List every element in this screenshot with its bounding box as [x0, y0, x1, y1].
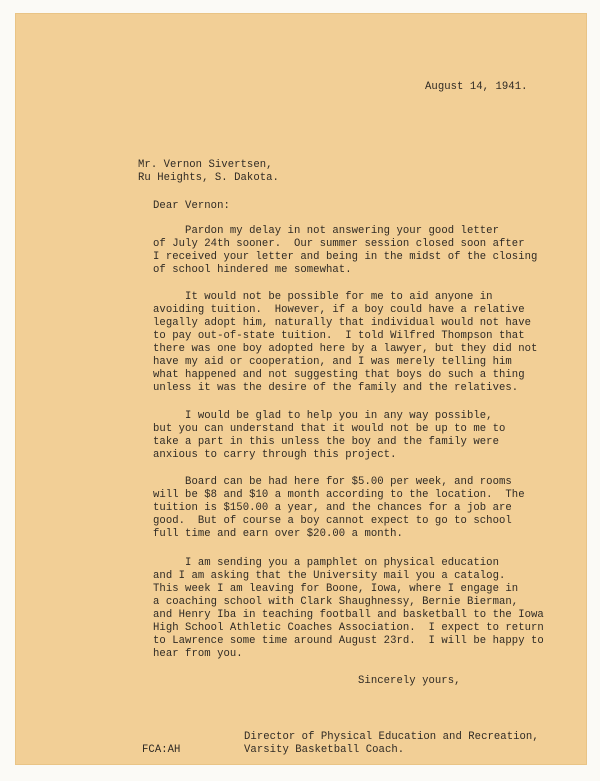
paragraph-1-line: of school hindered me somewhat.: [153, 264, 352, 276]
paragraph-5-line: and I am asking that the University mail you a catalog.: [153, 570, 506, 582]
paragraph-2-line: legally adopt him, naturally that individual would not have: [153, 317, 532, 329]
paragraph-3-line: I would be glad to help you in any way possible,: [153, 410, 493, 422]
paragraph-2-line: to pay out-of-state tuition. I told Wilfred Thompson that: [153, 330, 525, 342]
paragraph-4-line: good. But of course a boy cannot expect to go to school: [153, 515, 512, 527]
paragraph-2-line: It would not be possible for me to aid anyone in: [153, 291, 493, 303]
paragraph-5-line: and Henry Iba in teaching football and basketball to the Iowa: [153, 609, 544, 621]
paragraph-2-line: avoiding tuition. However, if a boy could have a relative: [153, 304, 525, 316]
signature-title-1: Director of Physical Education and Recreation,: [244, 731, 539, 743]
paragraph-5-line: a coaching school with Clark Shaughnessy, Bernie Bierman,: [153, 596, 519, 608]
salutation: Dear Vernon:: [153, 200, 230, 212]
paragraph-2-line: there was one boy adopted here by a lawyer, but they did not: [153, 343, 538, 355]
paragraph-5-line: This week I am leaving for Boone, Iowa, where I engage in: [153, 583, 519, 595]
recipient-address: Ru Heights, S. Dakota.: [138, 172, 279, 184]
paragraph-4-line: will be $8 and $10 a month according to the location. The: [153, 489, 525, 501]
paragraph-5-line: hear from you.: [153, 648, 243, 660]
reference-initials: FCA:AH: [142, 744, 181, 756]
paragraph-2-line: unless it was the desire of the family and the relatives.: [153, 382, 519, 394]
paragraph-4-line: full time and earn over $20.00 a month.: [153, 528, 403, 540]
closing: Sincerely yours,: [358, 675, 461, 687]
paragraph-5-line: I am sending you a pamphlet on physical education: [153, 557, 499, 569]
paragraph-4-line: tuition is $150.00 a year, and the chances for a job are: [153, 502, 512, 514]
paragraph-2-line: what happened and not suggesting that boys do such a thing: [153, 369, 525, 381]
signature-title-2: Varsity Basketball Coach.: [244, 744, 405, 756]
paragraph-1-line: of July 24th sooner. Our summer session closed soon after: [153, 238, 525, 250]
letter-page: [16, 14, 586, 764]
paragraph-5-line: to Lawrence some time around August 23rd. I will be happy to: [153, 635, 544, 647]
paragraph-3-line: but you can understand that it would not be up to me to: [153, 423, 506, 435]
paragraph-2-line: have my aid or cooperation, and I was merely telling him: [153, 356, 512, 368]
paragraph-1-line: Pardon my delay in not answering your good letter: [153, 225, 499, 237]
letter-date: August 14, 1941.: [425, 81, 528, 93]
paragraph-3-line: take a part in this unless the boy and the family were: [153, 436, 499, 448]
paragraph-3-line: anxious to carry through this project.: [153, 449, 397, 461]
paragraph-1-line: I received your letter and being in the midst of the closing: [153, 251, 538, 263]
paragraph-4-line: Board can be had here for $5.00 per week, and rooms: [153, 476, 512, 488]
recipient-name: Mr. Vernon Sivertsen,: [138, 159, 273, 171]
paragraph-5-line: High School Athletic Coaches Association. I expect to return: [153, 622, 544, 634]
